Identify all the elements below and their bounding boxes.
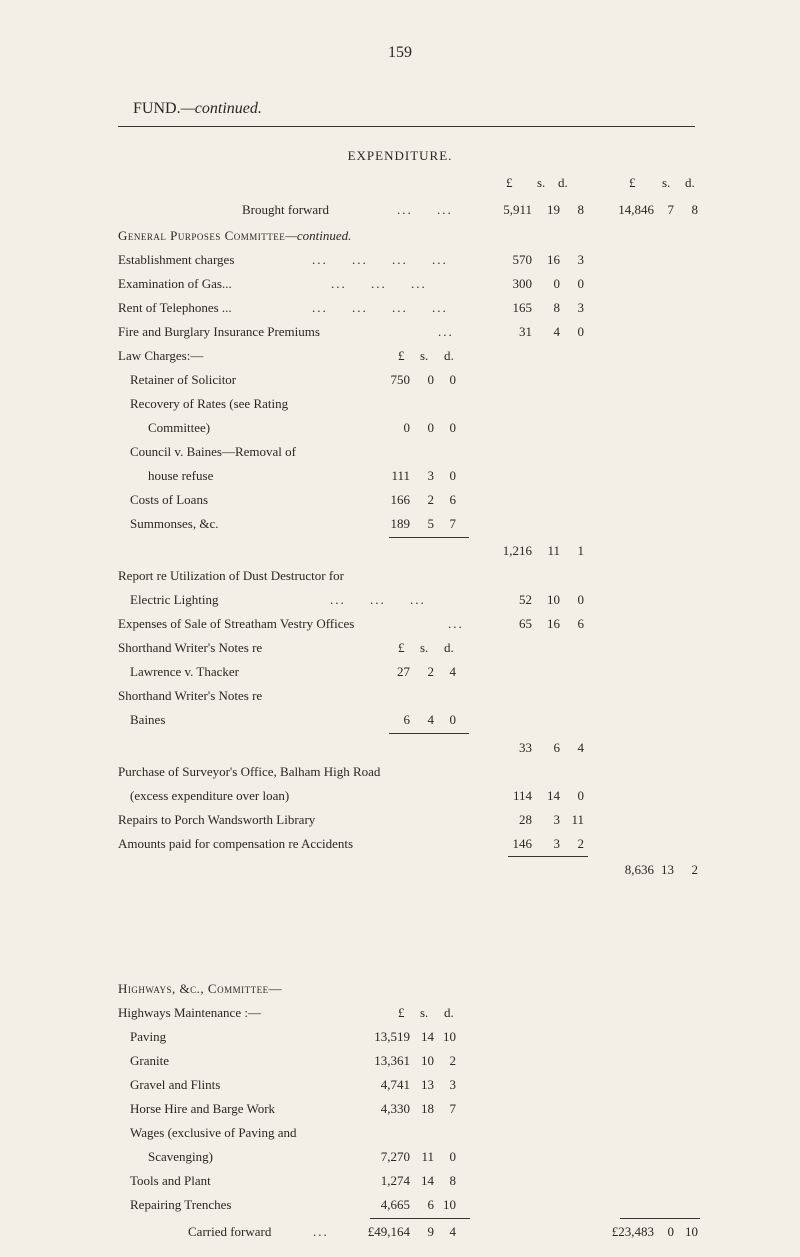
gpc-item-shillings: 16 bbox=[547, 252, 560, 267]
shorthand-a-line-2: Lawrence v. Thacker bbox=[130, 664, 239, 679]
gpc-item-label: Rent of Telephones ... bbox=[118, 300, 232, 315]
cf-outer-pounds: £23,483 bbox=[611, 1224, 654, 1239]
law-item-pounds: 166 bbox=[390, 492, 410, 507]
gpc-item-pounds: 570 bbox=[512, 252, 532, 267]
law-total-shillings: 11 bbox=[547, 543, 560, 558]
repairs-pence: 11 bbox=[571, 812, 584, 827]
highways-item-pounds: 4,741 bbox=[380, 1077, 410, 1092]
purchase-shillings: 14 bbox=[547, 788, 560, 803]
law-item-shillings: 0 bbox=[427, 372, 434, 387]
shorthand-subtotal-rule bbox=[389, 733, 469, 734]
law-item-shillings: 5 bbox=[427, 516, 434, 531]
shorthand-total-shillings: 6 bbox=[553, 740, 560, 755]
purchase-line-1: Purchase of Surveyor's Office, Balham High Road bbox=[118, 764, 381, 779]
gpc-item-pence: 0 bbox=[577, 324, 584, 339]
gpc-item-label: Establishment charges bbox=[118, 252, 235, 267]
law-charges-label: Law Charges:— bbox=[118, 348, 204, 363]
law-item-pence: 0 bbox=[449, 468, 456, 483]
highways-item-label: Wages (exclusive of Paving and bbox=[130, 1125, 297, 1140]
gpc-item-label: Fire and Burglary Insurance Premiums bbox=[118, 324, 320, 339]
law-item-label: Summonses, &c. bbox=[130, 516, 219, 531]
fund-label: FUND. bbox=[133, 100, 181, 117]
shorthand-a-line-1: Shorthand Writer's Notes re bbox=[118, 640, 263, 655]
bf-outer-pounds: 14,846 bbox=[618, 202, 654, 217]
header-rule bbox=[118, 126, 695, 127]
law-item-pence: 7 bbox=[449, 516, 456, 531]
shorthand-total-pounds: 33 bbox=[519, 740, 532, 755]
mid-pound-head: £ bbox=[506, 175, 513, 190]
law-item-pounds: 0 bbox=[403, 420, 410, 435]
highways-item-pounds: 13,519 bbox=[374, 1029, 410, 1044]
cf-inner-pence: 4 bbox=[449, 1224, 456, 1239]
shorthand-b-line-1: Shorthand Writer's Notes re bbox=[118, 688, 263, 703]
highways-item-pence: 10 bbox=[443, 1029, 456, 1044]
law-total-pence: 1 bbox=[577, 543, 584, 558]
brought-forward-label: Brought forward bbox=[242, 202, 330, 217]
streatham-pence: 6 bbox=[577, 616, 584, 631]
law-pound-head: £ bbox=[398, 348, 405, 363]
cf-inner-shillings: 9 bbox=[427, 1224, 434, 1239]
compensation-pounds: 146 bbox=[512, 836, 532, 851]
highways-subtotal-rule bbox=[370, 1218, 470, 1219]
bf-outer-pence: 8 bbox=[691, 202, 698, 217]
highways-item-shillings: 14 bbox=[421, 1173, 434, 1188]
gpc-item-label: Examination of Gas... bbox=[118, 276, 232, 291]
highways-item-pence: 7 bbox=[449, 1101, 456, 1116]
gpc-total-pence: 2 bbox=[691, 862, 698, 877]
gpc-item-pounds: 300 bbox=[512, 276, 532, 291]
shorthand-b-pounds: 6 bbox=[403, 712, 410, 727]
law-item-pence: 6 bbox=[449, 492, 456, 507]
bf-inner-shillings: 19 bbox=[547, 202, 560, 217]
streatham-pounds: 65 bbox=[519, 616, 532, 631]
highways-item-pounds: 4,665 bbox=[380, 1197, 410, 1212]
report-dots: ... bbox=[330, 592, 346, 607]
law-item-label: Council v. Baines—Removal of bbox=[130, 444, 296, 459]
shorthand-total-pence: 4 bbox=[577, 740, 584, 755]
gpc-item-pounds: 165 bbox=[512, 300, 532, 315]
right-pound-head: £ bbox=[629, 175, 636, 190]
shorthand-b-pence: 0 bbox=[449, 712, 456, 727]
gpc-item-shillings: 4 bbox=[553, 324, 560, 339]
highways-item-pence: 10 bbox=[443, 1197, 456, 1212]
law-item-pounds: 111 bbox=[391, 468, 410, 483]
bf-dots: ... bbox=[437, 202, 453, 217]
cf-inner-pounds: £49,164 bbox=[367, 1224, 410, 1239]
highways-heading: Highways, &c., Committee— bbox=[118, 981, 283, 996]
compensation-shillings: 3 bbox=[553, 836, 560, 851]
highways-item-label: Paving bbox=[130, 1029, 167, 1044]
gpc-total-pounds: 8,636 bbox=[624, 862, 654, 877]
right-s-head: s. bbox=[662, 175, 671, 190]
gpc-item-pence: 3 bbox=[577, 300, 584, 315]
highways-item-pounds: 1,274 bbox=[380, 1173, 410, 1188]
report-dots: ... bbox=[370, 592, 386, 607]
report-pence: 0 bbox=[577, 592, 584, 607]
shorthand-a-pence: 4 bbox=[449, 664, 456, 679]
highways-item-pounds: 4,330 bbox=[380, 1101, 410, 1116]
highways-item-label: Scavenging) bbox=[148, 1149, 213, 1164]
gpc-item-dots: ... bbox=[392, 300, 408, 315]
shorthand-b-shillings: 4 bbox=[427, 712, 434, 727]
highways-item-pence: 2 bbox=[449, 1053, 456, 1068]
gpc-item-dots: ... bbox=[438, 324, 454, 339]
repairs-label: Repairs to Porch Wandsworth Library bbox=[118, 812, 316, 827]
gpc-item-shillings: 0 bbox=[553, 276, 560, 291]
law-item-pence: 0 bbox=[449, 420, 456, 435]
gpc-item-shillings: 8 bbox=[553, 300, 560, 315]
highways-item-shillings: 18 bbox=[421, 1101, 434, 1116]
header-title bbox=[133, 100, 262, 118]
gpc-item-pence: 3 bbox=[577, 252, 584, 267]
report-line-1: Report re Utilization of Dust Destructor for bbox=[118, 568, 344, 583]
law-item-label: Recovery of Rates (see Rating bbox=[130, 396, 289, 411]
law-s-head: s. bbox=[420, 348, 429, 363]
report-pounds: 52 bbox=[519, 592, 532, 607]
shorthand-b-line-2: Baines bbox=[130, 712, 166, 727]
highways-item-pounds: 13,361 bbox=[374, 1053, 410, 1068]
purchase-pounds: 114 bbox=[512, 788, 532, 803]
law-item-pounds: 750 bbox=[390, 372, 410, 387]
gpc-item-dots: ... bbox=[312, 300, 328, 315]
gpc-total-rule bbox=[508, 856, 588, 857]
highways-item-shillings: 11 bbox=[421, 1149, 434, 1164]
report-dots: ... bbox=[410, 592, 426, 607]
report-shillings: 10 bbox=[547, 592, 560, 607]
gpc-heading bbox=[118, 228, 351, 244]
shorthand-pound-head: £ bbox=[398, 640, 405, 655]
bf-inner-pence: 8 bbox=[577, 202, 584, 217]
right-d-head: d. bbox=[685, 175, 695, 190]
bf-dots: ... bbox=[397, 202, 413, 217]
gpc-item-dots: ... bbox=[352, 300, 368, 315]
highways-item-pence: 0 bbox=[449, 1149, 456, 1164]
purchase-line-2: (excess expenditure over loan) bbox=[130, 788, 290, 803]
cf-dots: ... bbox=[313, 1224, 329, 1239]
highways-item-pence: 8 bbox=[449, 1173, 456, 1188]
gpc-item-pence: 0 bbox=[577, 276, 584, 291]
gpc-item-dots: ... bbox=[432, 252, 448, 267]
law-total-pounds: 1,216 bbox=[502, 543, 532, 558]
streatham-label: Expenses of Sale of Streatham Vestry Offices bbox=[118, 616, 355, 631]
highways-item-label: Gravel and Flints bbox=[130, 1077, 221, 1092]
gpc-total-shillings: 13 bbox=[661, 862, 674, 877]
shorthand-a-shillings: 2 bbox=[427, 664, 434, 679]
law-item-label: house refuse bbox=[148, 468, 214, 483]
gpc-item-pounds: 31 bbox=[519, 324, 532, 339]
highways-item-shillings: 10 bbox=[421, 1053, 434, 1068]
section-title: EXPENDITURE. bbox=[347, 148, 453, 163]
continued-label: —continued. bbox=[180, 100, 262, 117]
law-item-label: Committee) bbox=[148, 420, 211, 435]
highways-item-label: Horse Hire and Barge Work bbox=[130, 1101, 276, 1116]
highways-item-shillings: 14 bbox=[421, 1029, 434, 1044]
repairs-pounds: 28 bbox=[519, 812, 532, 827]
streatham-shillings: 16 bbox=[547, 616, 560, 631]
gpc-heading-text: General Purposes Committee bbox=[118, 228, 286, 243]
law-item-label: Costs of Loans bbox=[130, 492, 208, 507]
gpc-continued: —continued. bbox=[285, 228, 352, 243]
law-item-shillings: 2 bbox=[427, 492, 434, 507]
mid-d-head: d. bbox=[558, 175, 568, 190]
shorthand-d-head: d. bbox=[444, 640, 454, 655]
highways-item-pounds: 7,270 bbox=[380, 1149, 410, 1164]
cf-outer-pence: 10 bbox=[685, 1224, 698, 1239]
shorthand-a-pounds: 27 bbox=[397, 664, 410, 679]
law-d-head: d. bbox=[444, 348, 454, 363]
gpc-item-dots: ... bbox=[352, 252, 368, 267]
report-line-2: Electric Lighting bbox=[130, 592, 219, 607]
streatham-dots: ... bbox=[448, 616, 464, 631]
highways-item-shillings: 6 bbox=[427, 1197, 434, 1212]
shorthand-s-head: s. bbox=[420, 640, 429, 655]
highways-item-pence: 3 bbox=[449, 1077, 456, 1092]
mid-s-head: s. bbox=[537, 175, 546, 190]
law-item-shillings: 3 bbox=[427, 468, 434, 483]
cf-outer-shillings: 0 bbox=[667, 1224, 674, 1239]
gpc-item-dots: ... bbox=[392, 252, 408, 267]
gpc-item-dots: ... bbox=[312, 252, 328, 267]
carried-forward-label: Carried forward bbox=[188, 1224, 272, 1239]
highways-item-label: Tools and Plant bbox=[130, 1173, 211, 1188]
highways-item-label: Repairing Trenches bbox=[130, 1197, 232, 1212]
repairs-shillings: 3 bbox=[553, 812, 560, 827]
outer-subtotal-rule bbox=[620, 1218, 700, 1219]
hw-s-head: s. bbox=[420, 1005, 429, 1020]
gpc-item-dots: ... bbox=[371, 276, 387, 291]
page-number: 159 bbox=[388, 44, 412, 61]
gpc-item-dots: ... bbox=[411, 276, 427, 291]
bf-inner-pounds: 5,911 bbox=[503, 202, 532, 217]
hw-pound-head: £ bbox=[398, 1005, 405, 1020]
hw-d-head: d. bbox=[444, 1005, 454, 1020]
highways-item-shillings: 13 bbox=[421, 1077, 434, 1092]
purchase-pence: 0 bbox=[577, 788, 584, 803]
highways-maintenance-label: Highways Maintenance :— bbox=[118, 1005, 261, 1020]
law-item-label: Retainer of Solicitor bbox=[130, 372, 237, 387]
highways-item-label: Granite bbox=[130, 1053, 169, 1068]
compensation-pence: 2 bbox=[577, 836, 584, 851]
law-item-pounds: 189 bbox=[390, 516, 410, 531]
law-item-shillings: 0 bbox=[427, 420, 434, 435]
gpc-item-dots: ... bbox=[432, 300, 448, 315]
gpc-item-dots: ... bbox=[331, 276, 347, 291]
compensation-label: Amounts paid for compensation re Accidents bbox=[118, 836, 354, 851]
bf-outer-shillings: 7 bbox=[667, 202, 674, 217]
law-item-pence: 0 bbox=[449, 372, 456, 387]
law-subtotal-rule bbox=[389, 537, 469, 538]
